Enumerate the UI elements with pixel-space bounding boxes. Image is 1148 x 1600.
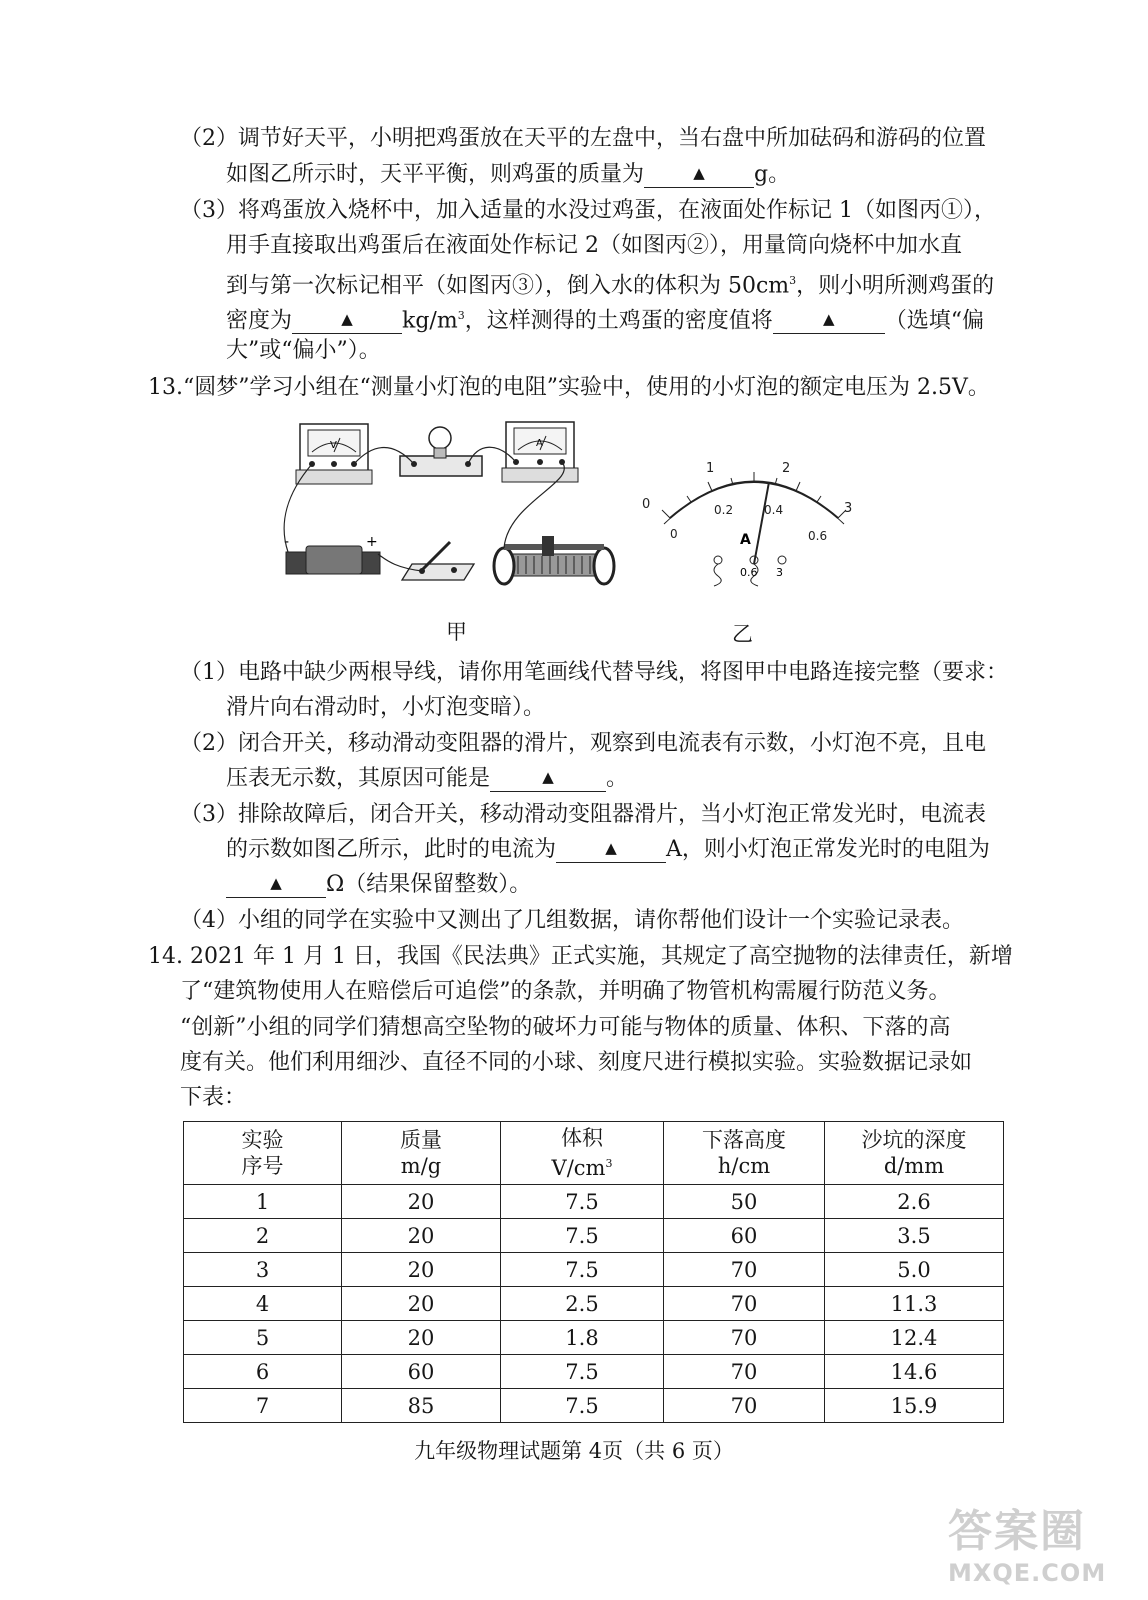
table-cell: 20 <box>342 1321 501 1355</box>
blank-triangle-icon: ▲ <box>341 310 353 329</box>
table-row <box>184 1355 1004 1389</box>
answer-blank-fault-reason[interactable] <box>490 764 606 792</box>
table-cell: 4 <box>184 1287 342 1321</box>
table-row <box>184 1185 1004 1219</box>
dial-arc-outer <box>664 481 844 524</box>
table-row <box>184 1253 1004 1287</box>
q13-part3-unit: Ω（结果保留整数）。 <box>326 872 532 897</box>
header-top: 体积 <box>561 1126 603 1150</box>
watermark-text-bottom: MXQE.COM <box>948 1559 1107 1587</box>
dial-needle <box>754 482 769 564</box>
table-cell: 60 <box>342 1355 501 1389</box>
q13-part2-text: 压表无示数，其原因可能是 <box>226 766 491 791</box>
svg-text:-: - <box>284 534 290 550</box>
table-cell: 15.9 <box>825 1389 1004 1423</box>
q13-part3-text: 的示数如图乙所示，此时的电流为 <box>226 837 557 862</box>
table-cell: 7.5 <box>501 1219 664 1253</box>
table-row <box>184 1321 1004 1355</box>
table-cell: 11.3 <box>825 1287 1004 1321</box>
q12-density-unit: kg/m <box>402 308 458 334</box>
terminal-label-3: 3 <box>776 566 783 579</box>
table-cell: 85 <box>342 1389 501 1423</box>
q14-line1: 14. 2021 年 1 月 1 日，我国《民法典》正式实施，其规定了高空抛物的法律责任，新增 <box>148 944 1013 969</box>
experiment-data-table <box>183 1121 1004 1423</box>
ammeter <box>502 422 578 482</box>
dial-ticks <box>662 472 846 518</box>
terminal-label-0-6: 0.6 <box>740 566 758 579</box>
header-top: 实验 <box>241 1128 284 1152</box>
q14-line3: “创新”小组的同学们猜想高空坠物的破坏力可能与物体的质量、体积、下落的高 <box>180 1015 951 1040</box>
table-row <box>184 1287 1004 1321</box>
header-top: 沙坑的深度 <box>861 1128 967 1152</box>
dial-arc <box>670 482 838 518</box>
scale-bottom-2: 0.4 <box>764 503 784 517</box>
dial-top-scale <box>642 461 852 516</box>
superscript: 3 <box>605 1157 613 1170</box>
watermark-logo <box>948 1495 1108 1587</box>
table-cell: 60 <box>664 1219 825 1253</box>
figure-jia-caption: 甲 <box>446 620 467 644</box>
answer-blank-current[interactable] <box>556 835 666 863</box>
blank-triangle-icon: ▲ <box>270 874 282 892</box>
header-bottom: h/cm <box>717 1154 771 1178</box>
q13-part2-line2 <box>226 761 628 797</box>
scale-bottom-0: 0 <box>670 527 678 541</box>
q13-part2-line1: （2）闭合开关，移动滑动变阻器的滑片，观察到电流表有示数，小灯泡不亮，且电 <box>180 731 986 756</box>
voltmeter-label: V <box>330 440 337 451</box>
answer-blank-density[interactable] <box>292 306 402 334</box>
blank-triangle-icon: ▲ <box>605 839 617 857</box>
table-cell: 70 <box>664 1321 825 1355</box>
header-bottom: m/g <box>400 1154 442 1178</box>
q12-part3-line1: （3）将鸡蛋放入烧杯中，加入适量的水没过鸡蛋，在液面处作标记 1（如图丙①）， <box>180 198 996 223</box>
table-cell: 7.5 <box>501 1389 664 1423</box>
superscript: 3 <box>457 309 465 322</box>
table-cell: 7.5 <box>501 1253 664 1287</box>
q12-part3-line3-text: 到与第一次标记相平（如图丙③），倒入水的体积为 50cm <box>226 273 790 299</box>
q12-part2-text: 如图乙所示时，天平平衡，则鸡蛋的质量为 <box>226 162 645 187</box>
dial-unit: A <box>740 532 751 548</box>
table-cell: 2 <box>184 1219 342 1253</box>
table-body <box>184 1185 1004 1423</box>
table-cell: 1.8 <box>501 1321 664 1355</box>
table-cell: 14.6 <box>825 1355 1004 1389</box>
table-cell: 7.5 <box>501 1185 664 1219</box>
blank-triangle-icon: ▲ <box>693 164 705 182</box>
table-header-cell <box>501 1122 664 1185</box>
q12-part2-unit: g。 <box>754 162 791 187</box>
q13-part1-line2: 滑片向右滑动时，小灯泡变暗）。 <box>226 695 546 720</box>
scale-top-1: 1 <box>706 461 715 476</box>
page-footer: 九年级物理试题第 4页（共 6 页） <box>414 1439 734 1463</box>
table-header-cell <box>825 1122 1004 1185</box>
answer-blank-egg-mass[interactable] <box>644 160 754 188</box>
q13-title: 13.“圆梦”学习小组在“测量小灯泡的电阻”实验中，使用的小灯泡的额定电压为 2.5V。 <box>148 375 990 400</box>
q12-part3-line4-choice: （选填“偏 <box>884 308 984 334</box>
table-cell: 70 <box>664 1287 825 1321</box>
q13-part3-line3 <box>226 867 531 903</box>
table-cell: 3.5 <box>825 1219 1004 1253</box>
header-bottom: d/mm <box>883 1154 945 1178</box>
answer-blank-resistance[interactable] <box>226 870 326 898</box>
q13-part3-text2: A，则小灯泡正常发光时的电阻为 <box>666 837 990 862</box>
svg-text:+: + <box>366 534 378 550</box>
voltmeter <box>296 424 372 484</box>
circuit-figure <box>278 412 638 592</box>
header-top: 下落高度 <box>702 1128 786 1152</box>
scale-bottom-1: 0.2 <box>714 503 734 517</box>
ammeter-dial-figure <box>636 452 872 592</box>
watermark-text-top: 答案圈 <box>948 1506 1086 1557</box>
table-cell: 7 <box>184 1389 342 1423</box>
q14-line5: 下表： <box>180 1085 247 1110</box>
table-row <box>184 1219 1004 1253</box>
q12-density-label: 密度为 <box>226 308 293 334</box>
q13-part3-line1: （3）排除故障后，闭合开关，移动滑动变阻器滑片，当小灯泡正常发光时，电流表 <box>180 802 986 827</box>
table-cell: 20 <box>342 1185 501 1219</box>
table-header-cell <box>342 1122 501 1185</box>
q12-part3-line4-text: ，这样测得的土鸡蛋的密度值将 <box>464 308 773 334</box>
q13-part3-line2 <box>226 832 990 868</box>
q12-part3-line5: 大”或“偏小”）。 <box>226 338 381 363</box>
blank-triangle-icon: ▲ <box>822 310 835 329</box>
answer-blank-bias[interactable] <box>773 306 885 334</box>
q12-part2-line2 <box>226 157 790 193</box>
dial-terminals <box>714 556 786 586</box>
table-row <box>184 1389 1004 1423</box>
table-cell: 70 <box>664 1253 825 1287</box>
table-header-cell <box>664 1122 825 1185</box>
table-cell: 70 <box>664 1389 825 1423</box>
table-cell: 2.6 <box>825 1185 1004 1219</box>
table-cell: 3 <box>184 1253 342 1287</box>
q12-part3-line3-text2: ，则小明所测鸡蛋的 <box>796 273 995 299</box>
ammeter-label: A <box>536 438 543 449</box>
q12-part3-line2: 用手直接取出鸡蛋后在液面处作标记 2（如图丙②），用量筒向烧杯中加水直 <box>226 233 962 258</box>
scale-top-2: 2 <box>782 461 791 476</box>
table-cell: 20 <box>342 1219 501 1253</box>
switch <box>402 542 474 580</box>
q14-line2: 了“建筑物使用人在赔偿后可追偿”的条款，并明确了物管机构需履行防范义务。 <box>180 979 951 1004</box>
header-bottom: V/cm <box>551 1156 606 1180</box>
table-cell: 50 <box>664 1185 825 1219</box>
battery <box>284 534 380 574</box>
header-top: 质量 <box>400 1128 442 1152</box>
table-cell: 20 <box>342 1287 501 1321</box>
q13-part2-end: 。 <box>606 766 629 791</box>
table-cell: 6 <box>184 1355 342 1389</box>
table-cell: 1 <box>184 1185 342 1219</box>
q14-line4: 度有关。他们利用细沙、直径不同的小球、刻度尺进行模拟实验。实验数据记录如 <box>180 1050 973 1075</box>
blank-triangle-icon: ▲ <box>542 768 554 786</box>
rheostat <box>494 536 614 584</box>
table-cell: 5.0 <box>825 1253 1004 1287</box>
bulb-board <box>400 427 482 476</box>
table-cell: 2.5 <box>501 1287 664 1321</box>
scale-top-3: 3 <box>844 501 853 516</box>
table-header-row <box>184 1122 1004 1185</box>
header-bottom: 序号 <box>241 1154 284 1178</box>
q12-part2-line1: （2）调节好天平，小明把鸡蛋放在天平的左盘中，当右盘中所加砝码和游码的位置 <box>180 126 986 151</box>
table-cell: 7.5 <box>501 1355 664 1389</box>
table-cell: 70 <box>664 1355 825 1389</box>
q13-part1-line1: （1）电路中缺少两根导线，请你用笔画线代替导线，将图甲中电路连接完整（要求： <box>180 660 1008 685</box>
table-cell: 20 <box>342 1253 501 1287</box>
scale-bottom-3: 0.6 <box>808 529 828 543</box>
table-cell: 12.4 <box>825 1321 1004 1355</box>
superscript: 3 <box>789 274 797 287</box>
table-header-cell <box>184 1122 342 1185</box>
figure-yi-caption: 乙 <box>732 622 753 646</box>
table-cell: 5 <box>184 1321 342 1355</box>
scale-top-0: 0 <box>642 497 651 512</box>
q13-part4: （4）小组的同学在实验中又测出了几组数据，请你帮他们设计一个实验记录表。 <box>180 908 964 933</box>
